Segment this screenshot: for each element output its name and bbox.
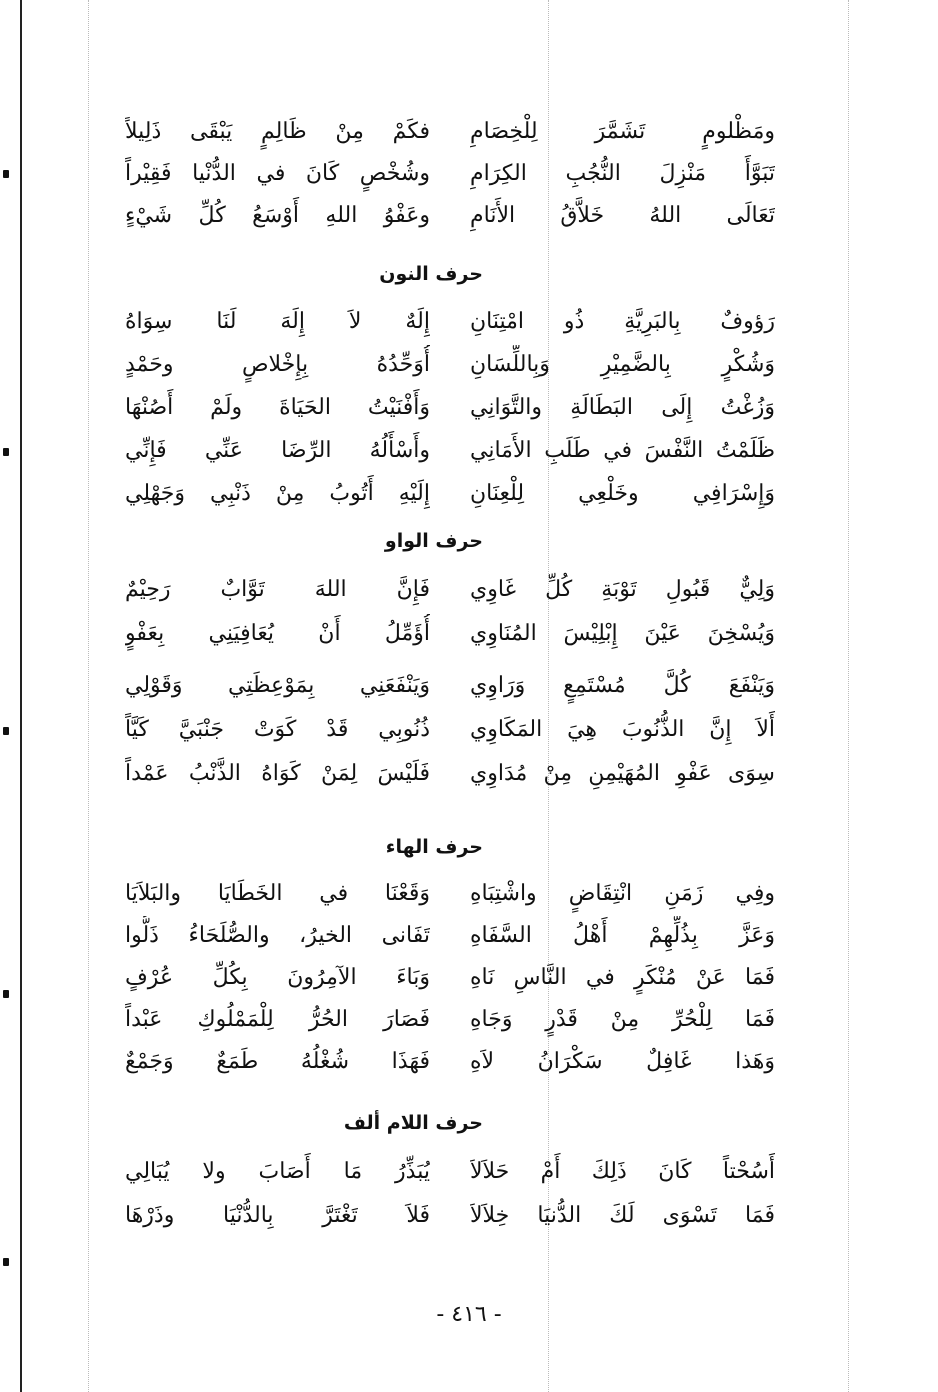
first-hemistich: أُؤَمِّلُ أَنْ يُعَافِيَنِي بِعَفْوٍ: [125, 621, 430, 646]
second-hemistich: ظَلَمْتُ النَّفْسَ في طَلَبِ الأَمَانِي: [470, 438, 775, 463]
first-hemistich: يُبَذِّرُ مَا أَصَابَ ولا يُبَالِي: [125, 1159, 430, 1184]
second-hemistich: أَسُحْتاً كَانَ ذَلِكَ أَمْ حَلاَلاَ: [470, 1159, 775, 1184]
verse-line: [125, 1196, 775, 1236]
second-hemistich: وَإِسْرَافِي وخَلْعِي لِلْعِنَانِ: [470, 481, 775, 506]
page-number: - ٤١٦ -: [436, 1302, 502, 1327]
margin-mark: [3, 990, 9, 998]
section-heading: حرف الهاء: [385, 836, 483, 858]
margin-mark: [3, 170, 9, 178]
verse-line: [125, 302, 775, 342]
verse-line: [125, 388, 775, 428]
second-hemistich: فَمَا لِلْحُرِّ مِنْ قَدْرٍ وَجَاهِ: [470, 1007, 775, 1032]
first-hemistich: فَصَارَ الحُرُّ لِلْمَمْلُوكِ عَبْداً: [125, 1007, 430, 1032]
binding-edge-line: [20, 0, 22, 1392]
verse-line: [125, 916, 775, 956]
verse-line: [125, 754, 775, 794]
first-hemistich: وأَسْأَلُهُ الرِّضَا عَنِّي فَإِنِّي: [125, 438, 430, 463]
verse-line: [125, 196, 775, 236]
second-hemistich: فَمَا تَسْوَى لَكَ الدُّنيَا خِلاَلاَ: [470, 1203, 775, 1228]
margin-mark: [3, 727, 9, 735]
scan-guide-line: [848, 0, 849, 1392]
second-hemistich: وَزُغْتُ إِلَى البَطَالَةِ والتَّوَانِي: [470, 395, 775, 420]
first-hemistich: تَفَانى الخيرُ، والصُّلَحَاءُ ذَلُّوا: [125, 923, 430, 948]
second-hemistich: وَلِيٌّ قَبُولِ تَوْبَةِ كُلِّ غَاوِي: [470, 577, 775, 602]
first-hemistich: وَأَفْنَيْتُ الحَيَاةَ ولَمْ أَصُنْهَا: [125, 395, 430, 420]
second-hemistich: وَعَزَّ بِذُلِّهِمْ أَهْلُ السَّفَاهِ: [470, 923, 775, 948]
verse-line: [125, 474, 775, 514]
first-hemistich: وشُخْصٍ كَانَ في الدُّنْيا فَقِيْراً: [125, 161, 430, 186]
first-hemistich: إِلَهٌ لاَ إِلَهَ لَنَا سِوَاهُ: [125, 309, 430, 334]
section-heading: حرف اللام ألف: [343, 1112, 483, 1134]
verse-line: [125, 874, 775, 914]
second-hemistich: وَهَذا غَافِلٌ سَكْرَانُ لاَهِ: [470, 1049, 775, 1074]
first-hemistich: أُوَحِّدُهُ بِإِخْلاصٍ وحَمْدٍ: [125, 352, 430, 377]
section-heading: حرف الواو: [384, 530, 483, 552]
first-hemistich: وعَفْوُ اللهِ أَوْسَعُ كُلِّ شَيْءٍ: [125, 203, 430, 228]
first-hemistich: فَلَيْسَ لِمَنْ كَوَاهُ الذَّنْبُ عَمْداً: [125, 761, 430, 786]
second-hemistich: فَمَا عَنْ مُنْكَرٍ في النَّاسِ نَاهِ: [470, 965, 775, 990]
second-hemistich: وَشُكْرٍ بِالضَّمِيْرِ وَبِاللِّسَانِ: [470, 352, 775, 377]
first-hemistich: فَهَذَا شُغْلُهُ طَمَعٌ وَجَمْعٌ: [125, 1049, 430, 1074]
second-hemistich: تَعَالَى اللهُ خَلاَّقُ الأَنَامِ: [470, 203, 775, 228]
scan-guide-line: [88, 0, 89, 1392]
second-hemistich: تَبَوَّأَ مَنْزِلَ النُّجُبِ الكِرَامِ: [470, 161, 775, 186]
verse-line: [125, 666, 775, 706]
verse-line: [125, 710, 775, 750]
second-hemistich: وَيُسْخِنَ عَيْنَ إِبْلِيْسَ المُنَاوِي: [470, 621, 775, 646]
section-heading: حرف النون: [379, 263, 483, 285]
margin-mark: [3, 1258, 9, 1266]
first-hemistich: فكَمْ مِنْ ظَالِمٍ يَبْقَى ذَلِيلاً: [125, 119, 430, 144]
verse-line: [125, 958, 775, 998]
verse-line: [125, 614, 775, 654]
verse-line: [125, 431, 775, 471]
second-hemistich: ومَظْلومٍ تَشَمَّرَ لِلْخِصَامِ: [470, 119, 775, 144]
second-hemistich: أَلاَ إِنَّ الذُّنُوبَ هِيَ المَكَاوِي: [470, 717, 775, 742]
second-hemistich: رَؤوفٌ بِالبَرِيَّةِ ذُو امْتِنَانِ: [470, 309, 775, 334]
first-hemistich: فَإِنَّ اللهَ تَوَّابٌ رَحِيْمٌ: [125, 577, 430, 602]
second-hemistich: وفِي زَمَنِ انْتِقَاضٍ واشْتِبَاهِ: [470, 881, 775, 906]
first-hemistich: وَبَاءَ الآمِرُونَ بِكُلِّ عُرْفٍ: [125, 965, 430, 990]
verse-line: [125, 1152, 775, 1192]
verse-line: [125, 1000, 775, 1040]
first-hemistich: وَقَعْنَا في الخَطَايَا والبَلاَيَا: [125, 881, 430, 906]
first-hemistich: وَيَنْفَعَنِي بِمَوْعِظَتِي وَقَوْلِي: [125, 673, 430, 698]
verse-line: [125, 570, 775, 610]
first-hemistich: ذُنُوبِي قَدْ كَوَتْ جَنْبَيَّ كَيَّاً: [125, 717, 430, 742]
verse-line: [125, 1042, 775, 1082]
verse-line: [125, 154, 775, 194]
verse-line: [125, 345, 775, 385]
verse-line: [125, 112, 775, 152]
first-hemistich: إِلَيْهِ أَتُوبُ مِنْ ذَنْبِي وَجَهْلِي: [125, 481, 430, 506]
second-hemistich: وَيَنْفَعَ كُلَّ مُسْتَمِعٍ وَرَاوِي: [470, 673, 775, 698]
margin-mark: [3, 448, 9, 456]
first-hemistich: فَلاَ تَغْتَرَّ بِالدُّنْيَا وذَرْهَا: [125, 1203, 430, 1228]
second-hemistich: سِوَى عَفْوِ المُهَيْمِنِ مِنْ مُدَاوِي: [470, 761, 775, 786]
